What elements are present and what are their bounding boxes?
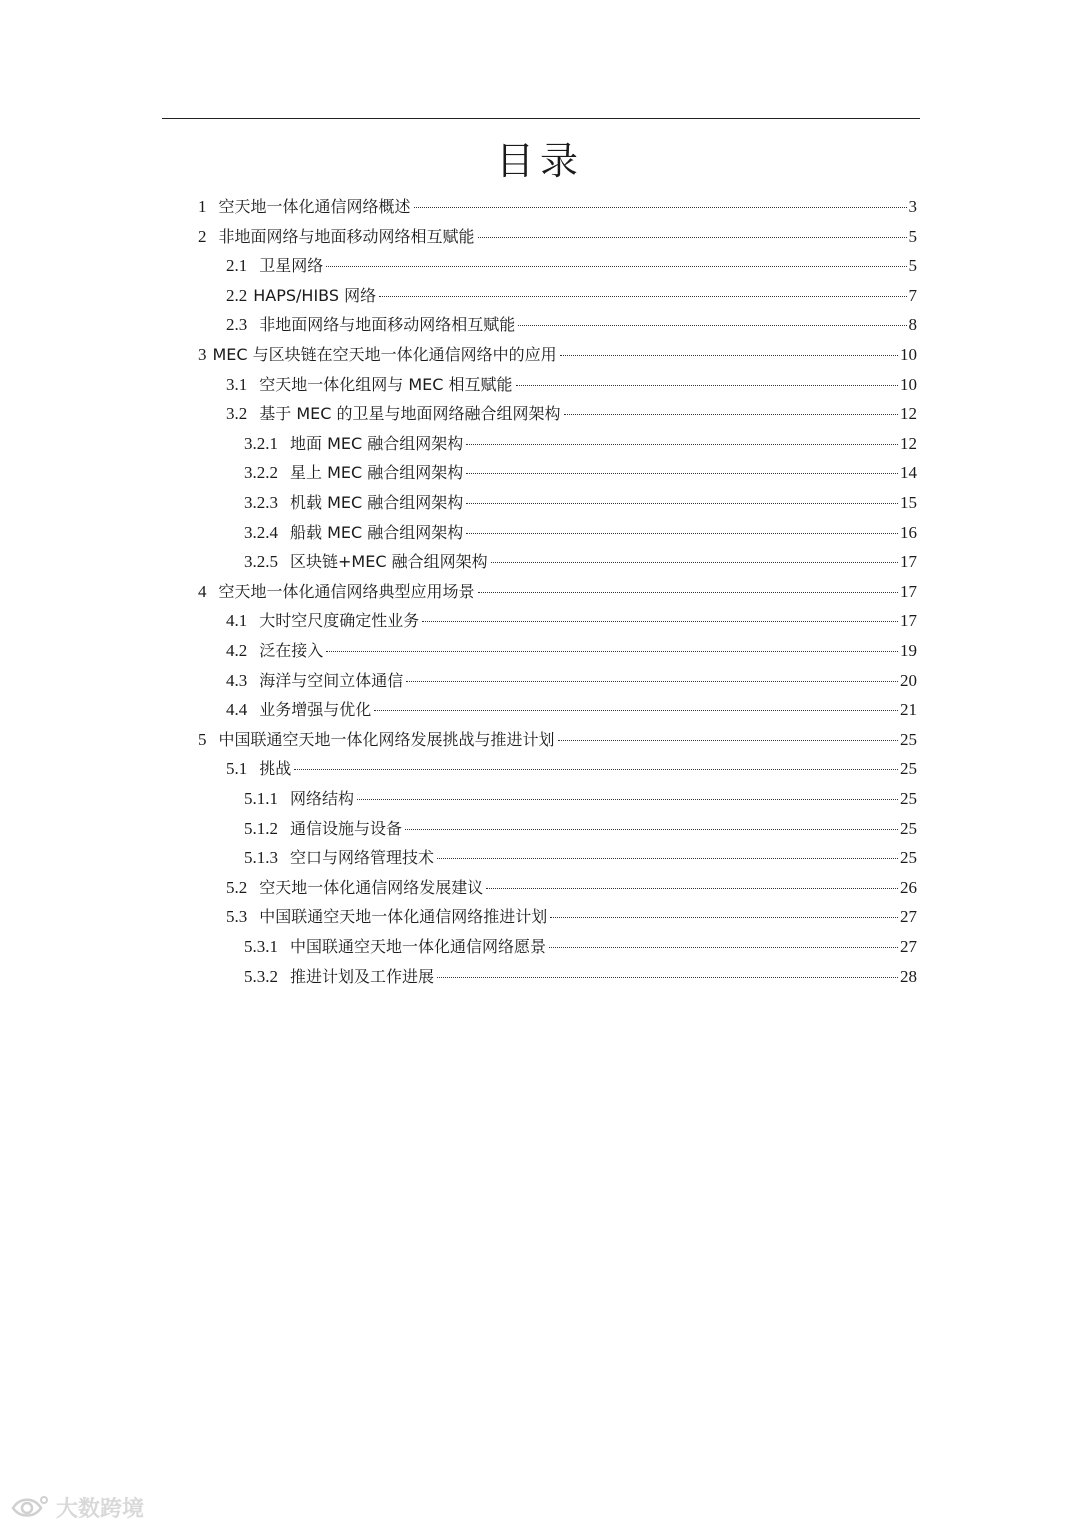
toc-entry-title: 泛在接入 xyxy=(259,641,324,660)
toc-entry-title: 地面 MEC 融合组网架构 xyxy=(290,433,464,453)
toc-entry[interactable] xyxy=(226,251,917,280)
toc-entry-title: 基于 MEC 的卫星与地面网络融合组网架构 xyxy=(259,404,561,424)
toc-entry-title: 空天地一体化通信网络概述 xyxy=(218,197,411,216)
toc-entry-number: 5.1.2 xyxy=(244,818,278,838)
toc-entry-title: 空天地一体化通信网络发展建议 xyxy=(259,877,484,897)
dot-leader xyxy=(357,799,898,800)
toc-entry-page: 12 xyxy=(900,404,917,424)
toc-entry[interactable] xyxy=(244,518,917,547)
toc-entry-title: 中国联通空天地一体化通信网络推进计划 xyxy=(259,907,548,927)
toc-entry-page: 25 xyxy=(900,848,917,868)
eye-logo-icon xyxy=(10,1494,50,1520)
toc-entry[interactable] xyxy=(226,370,917,399)
toc-entry-page: 25 xyxy=(900,729,917,749)
dot-leader xyxy=(422,621,898,622)
toc-entry-title: 空口与网络管理技术 xyxy=(290,848,435,868)
toc-entry-title: 中国联通空天地一体化通信网络愿景 xyxy=(290,937,547,956)
dot-leader xyxy=(437,858,898,859)
toc-entry-page: 5 xyxy=(908,256,917,276)
toc-entry-page: 17 xyxy=(900,552,917,572)
toc-entry-title: 非地面网络与地面移动网络相互赋能 xyxy=(218,226,475,246)
toc-entry-page: 8 xyxy=(908,315,917,335)
dot-leader xyxy=(466,503,898,504)
toc-entry-number: 3.2 xyxy=(226,404,248,424)
toc-entry-page: 21 xyxy=(900,700,917,720)
toc-entry-page: 27 xyxy=(900,907,917,927)
dot-leader xyxy=(478,592,898,593)
toc-entry-page: 7 xyxy=(908,285,917,305)
toc-entry-title: 机载 MEC 融合组网架构 xyxy=(290,493,464,512)
toc-entry-title: 中国联通空天地一体化网络发展挑战与推进计划 xyxy=(218,729,555,749)
watermark xyxy=(10,1490,144,1524)
toc-entry-number: 3.2.1 xyxy=(244,433,278,453)
toc-entry-title: 挑战 xyxy=(259,759,292,779)
toc-entry[interactable] xyxy=(198,577,917,606)
dot-leader xyxy=(326,266,906,267)
toc-entry-page: 26 xyxy=(900,877,917,897)
dot-leader xyxy=(326,651,898,652)
toc-entry-page: 15 xyxy=(900,493,917,512)
toc-entry[interactable] xyxy=(226,399,917,428)
toc-entry-number: 3.2.5 xyxy=(244,552,278,572)
toc-entry-title: 网络结构 xyxy=(290,789,355,808)
toc-entry-number: 2.3 xyxy=(226,315,248,335)
toc-entry-title: 船载 MEC 融合组网架构 xyxy=(290,522,464,542)
header-rule xyxy=(162,118,920,119)
toc-entry[interactable] xyxy=(244,458,917,487)
toc-entry-number: 3.2.3 xyxy=(244,493,278,512)
toc-entry-title: 业务增强与优化 xyxy=(259,700,372,720)
toc-entry-number: 2 xyxy=(198,226,207,246)
toc-entry-title: 大时空尺度确定性业务 xyxy=(259,611,420,631)
toc-entry-number: 5.3 xyxy=(226,907,248,927)
dot-leader xyxy=(405,829,898,830)
watermark-text: 大数跨境 xyxy=(56,1496,145,1522)
toc-entry[interactable] xyxy=(226,666,917,695)
toc-entry-number: 4.1 xyxy=(226,611,248,631)
toc-entry[interactable] xyxy=(226,754,917,783)
dot-leader xyxy=(406,681,898,682)
toc-entry-title: 通信设施与设备 xyxy=(290,818,403,838)
toc-entry[interactable] xyxy=(244,962,917,991)
toc-entry-title: 海洋与空间立体通信 xyxy=(259,670,404,690)
dot-leader xyxy=(437,977,898,978)
toc-entry[interactable] xyxy=(244,932,917,961)
toc-entry-page: 25 xyxy=(900,818,917,838)
dot-leader xyxy=(516,385,898,386)
toc-entry-title: MEC 与区块链在空天地一体化通信网络中的应用 xyxy=(212,345,557,364)
toc-entry-number: 2.2 xyxy=(226,285,248,305)
toc-entry-number: 5.1.3 xyxy=(244,848,278,868)
dot-leader xyxy=(491,562,898,563)
toc-entry-page: 5 xyxy=(908,226,917,246)
toc-entry[interactable] xyxy=(226,873,917,902)
toc-entry-number: 4 xyxy=(198,581,207,601)
dot-leader xyxy=(549,947,898,948)
toc-entry-number: 1 xyxy=(198,197,207,216)
toc-entry-number: 2.1 xyxy=(226,256,248,276)
toc-entry-number: 5.3.2 xyxy=(244,966,278,986)
toc-entry-number: 4.3 xyxy=(226,670,248,690)
dot-leader xyxy=(564,414,898,415)
toc-entry-number: 4.4 xyxy=(226,700,248,720)
toc-entry[interactable] xyxy=(226,606,917,635)
toc-entry-number: 3.1 xyxy=(226,374,248,394)
toc-entry-page: 20 xyxy=(900,670,917,690)
toc-entry-number: 3.2.4 xyxy=(244,522,278,542)
dot-leader xyxy=(560,355,898,356)
dot-leader xyxy=(518,325,906,326)
toc-entry-title: 空天地一体化通信网络典型应用场景 xyxy=(218,581,475,601)
toc-entry[interactable] xyxy=(198,725,917,754)
toc-entry-number: 3 xyxy=(198,345,207,364)
toc-entry-title: 星上 MEC 融合组网架构 xyxy=(290,463,464,483)
toc-entry-page: 10 xyxy=(900,345,917,364)
toc-entry-page: 28 xyxy=(900,966,917,986)
dot-leader xyxy=(550,917,898,918)
dot-leader xyxy=(294,769,898,770)
toc-entry-title: 空天地一体化组网与 MEC 相互赋能 xyxy=(259,374,513,394)
toc-entry-title: 推进计划及工作进展 xyxy=(290,966,435,986)
toc-entry[interactable] xyxy=(198,222,917,251)
toc-entry[interactable] xyxy=(244,784,917,813)
toc-entry[interactable] xyxy=(226,310,917,339)
dot-leader xyxy=(379,296,906,297)
toc-entry[interactable] xyxy=(226,902,917,931)
toc-entry-page: 27 xyxy=(900,937,917,956)
toc-entry[interactable] xyxy=(226,636,917,665)
toc-entry[interactable] xyxy=(226,281,917,310)
toc-entry-page: 16 xyxy=(900,522,917,542)
dot-leader xyxy=(414,207,907,208)
toc-entry-number: 5 xyxy=(198,729,207,749)
toc-entry-page: 14 xyxy=(900,463,917,483)
dot-leader xyxy=(374,710,898,711)
toc-entry[interactable] xyxy=(198,192,917,221)
toc-entry-page: 25 xyxy=(900,759,917,779)
toc-entry-title: 卫星网络 xyxy=(259,256,324,276)
toc-entry-page: 25 xyxy=(900,789,917,808)
toc-entry-number: 4.2 xyxy=(226,641,248,660)
toc-entry[interactable] xyxy=(226,695,917,724)
toc-entry[interactable] xyxy=(244,429,917,458)
toc-entry-number: 5.1 xyxy=(226,759,248,779)
dot-leader xyxy=(466,444,898,445)
toc-entry-number: 5.1.1 xyxy=(244,789,278,808)
toc-entry[interactable] xyxy=(244,843,917,872)
toc-entry-title: 非地面网络与地面移动网络相互赋能 xyxy=(259,315,516,335)
toc-entry[interactable] xyxy=(244,488,917,517)
dot-leader xyxy=(466,533,898,534)
toc-entry-page: 17 xyxy=(900,581,917,601)
toc-entry-title: HAPS/HIBS 网络 xyxy=(253,285,377,305)
toc-entry-page: 19 xyxy=(900,641,917,660)
toc-entry-title: 区块链+MEC 融合组网架构 xyxy=(290,552,488,572)
toc-entry[interactable] xyxy=(244,814,917,843)
toc-title: 目录 xyxy=(495,139,584,183)
dot-leader xyxy=(558,740,898,741)
dot-leader xyxy=(478,237,907,238)
toc-entry[interactable] xyxy=(198,340,917,369)
toc-entry-page: 3 xyxy=(908,197,917,216)
toc-entry[interactable] xyxy=(244,547,917,576)
dot-leader xyxy=(486,888,898,889)
toc-entry-number: 5.2 xyxy=(226,877,248,897)
toc-entry-number: 5.3.1 xyxy=(244,937,278,956)
dot-leader xyxy=(466,473,898,474)
toc-entry-page: 17 xyxy=(900,611,917,631)
toc-entry-page: 12 xyxy=(900,433,917,453)
toc-entry-page: 10 xyxy=(900,374,917,394)
toc-entry-number: 3.2.2 xyxy=(244,463,278,483)
